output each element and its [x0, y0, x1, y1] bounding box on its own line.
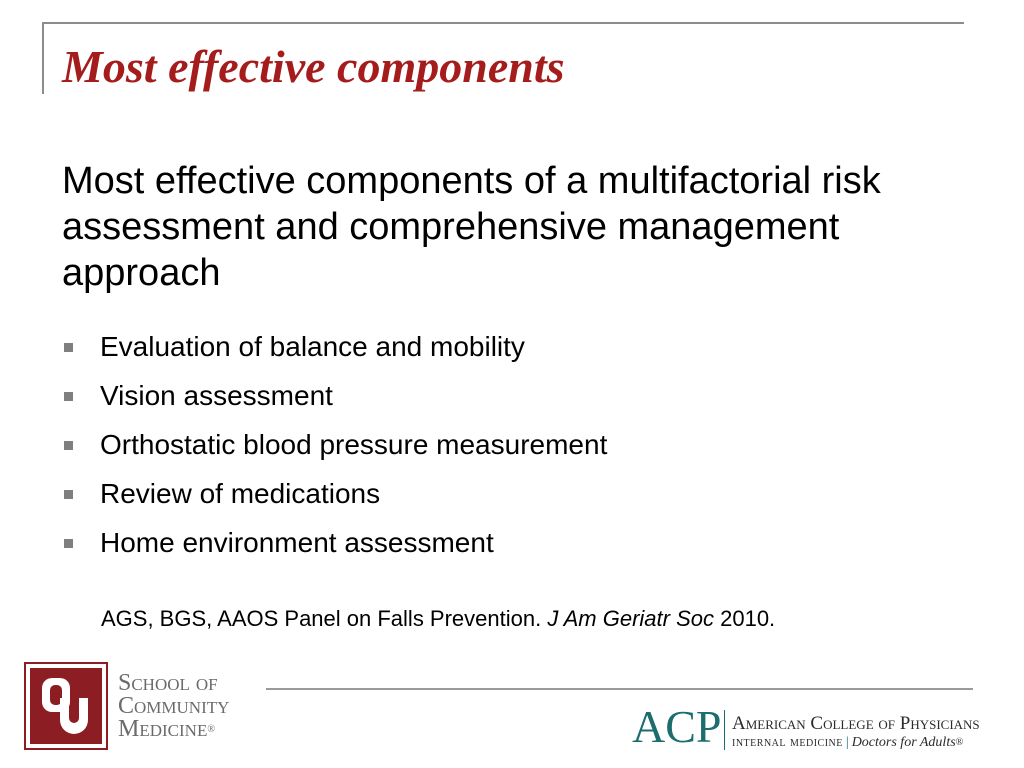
registered-mark: ® — [955, 737, 964, 748]
registered-mark: ® — [207, 724, 215, 735]
square-bullet-icon — [64, 490, 73, 499]
acp-tagline — [732, 735, 963, 751]
school-name — [118, 672, 229, 741]
bullet-item — [62, 426, 962, 475]
school-name-line — [118, 718, 229, 741]
school-name-line-text: Medicine — [118, 716, 208, 742]
school-name-line: Community — [118, 693, 230, 719]
square-bullet-icon — [64, 441, 73, 450]
citation — [101, 606, 775, 632]
bullet-text: Orthostatic blood pressure measurement — [100, 429, 608, 460]
acp-organization-name: American College of Physicians — [732, 713, 980, 734]
slide-title: Most effective components — [62, 41, 565, 92]
square-bullet-icon — [64, 343, 73, 352]
title-frame-top-rule — [42, 22, 964, 24]
citation-authors: AGS, BGS, AAOS Panel on Falls Prevention. — [101, 606, 548, 631]
citation-year: 2010. — [714, 606, 776, 631]
bullet-list — [62, 328, 962, 573]
ou-logo-icon — [24, 662, 108, 750]
square-bullet-icon — [64, 539, 73, 548]
school-name-line: School of — [118, 670, 218, 696]
acp-logo-mark: ACP — [632, 701, 722, 752]
bullet-text: Review of medications — [100, 478, 381, 509]
bullet-item — [62, 475, 962, 524]
bullet-text: Vision assessment — [100, 380, 333, 411]
bullet-item — [62, 524, 962, 573]
citation-journal: J Am Geriatr Soc — [547, 606, 714, 631]
acp-separator: | — [845, 735, 849, 750]
square-bullet-icon — [64, 392, 73, 401]
acp-internal-medicine: internal medicine — [732, 735, 843, 750]
intro-text: Most effective components of a multifactorial risk assessment and comprehensive management approach — [62, 160, 881, 294]
ou-monogram-icon — [26, 664, 106, 748]
acp-doctors-for-adults: Doctors for Adults — [851, 735, 956, 750]
bullet-text: Evaluation of balance and mobility — [100, 331, 525, 362]
title-frame-left-rule — [42, 22, 44, 94]
footer-rule — [266, 688, 973, 690]
bullet-text: Home environment assessment — [100, 527, 494, 558]
bullet-item — [62, 328, 962, 377]
acp-logo-divider — [724, 710, 725, 750]
bullet-item — [62, 377, 962, 426]
